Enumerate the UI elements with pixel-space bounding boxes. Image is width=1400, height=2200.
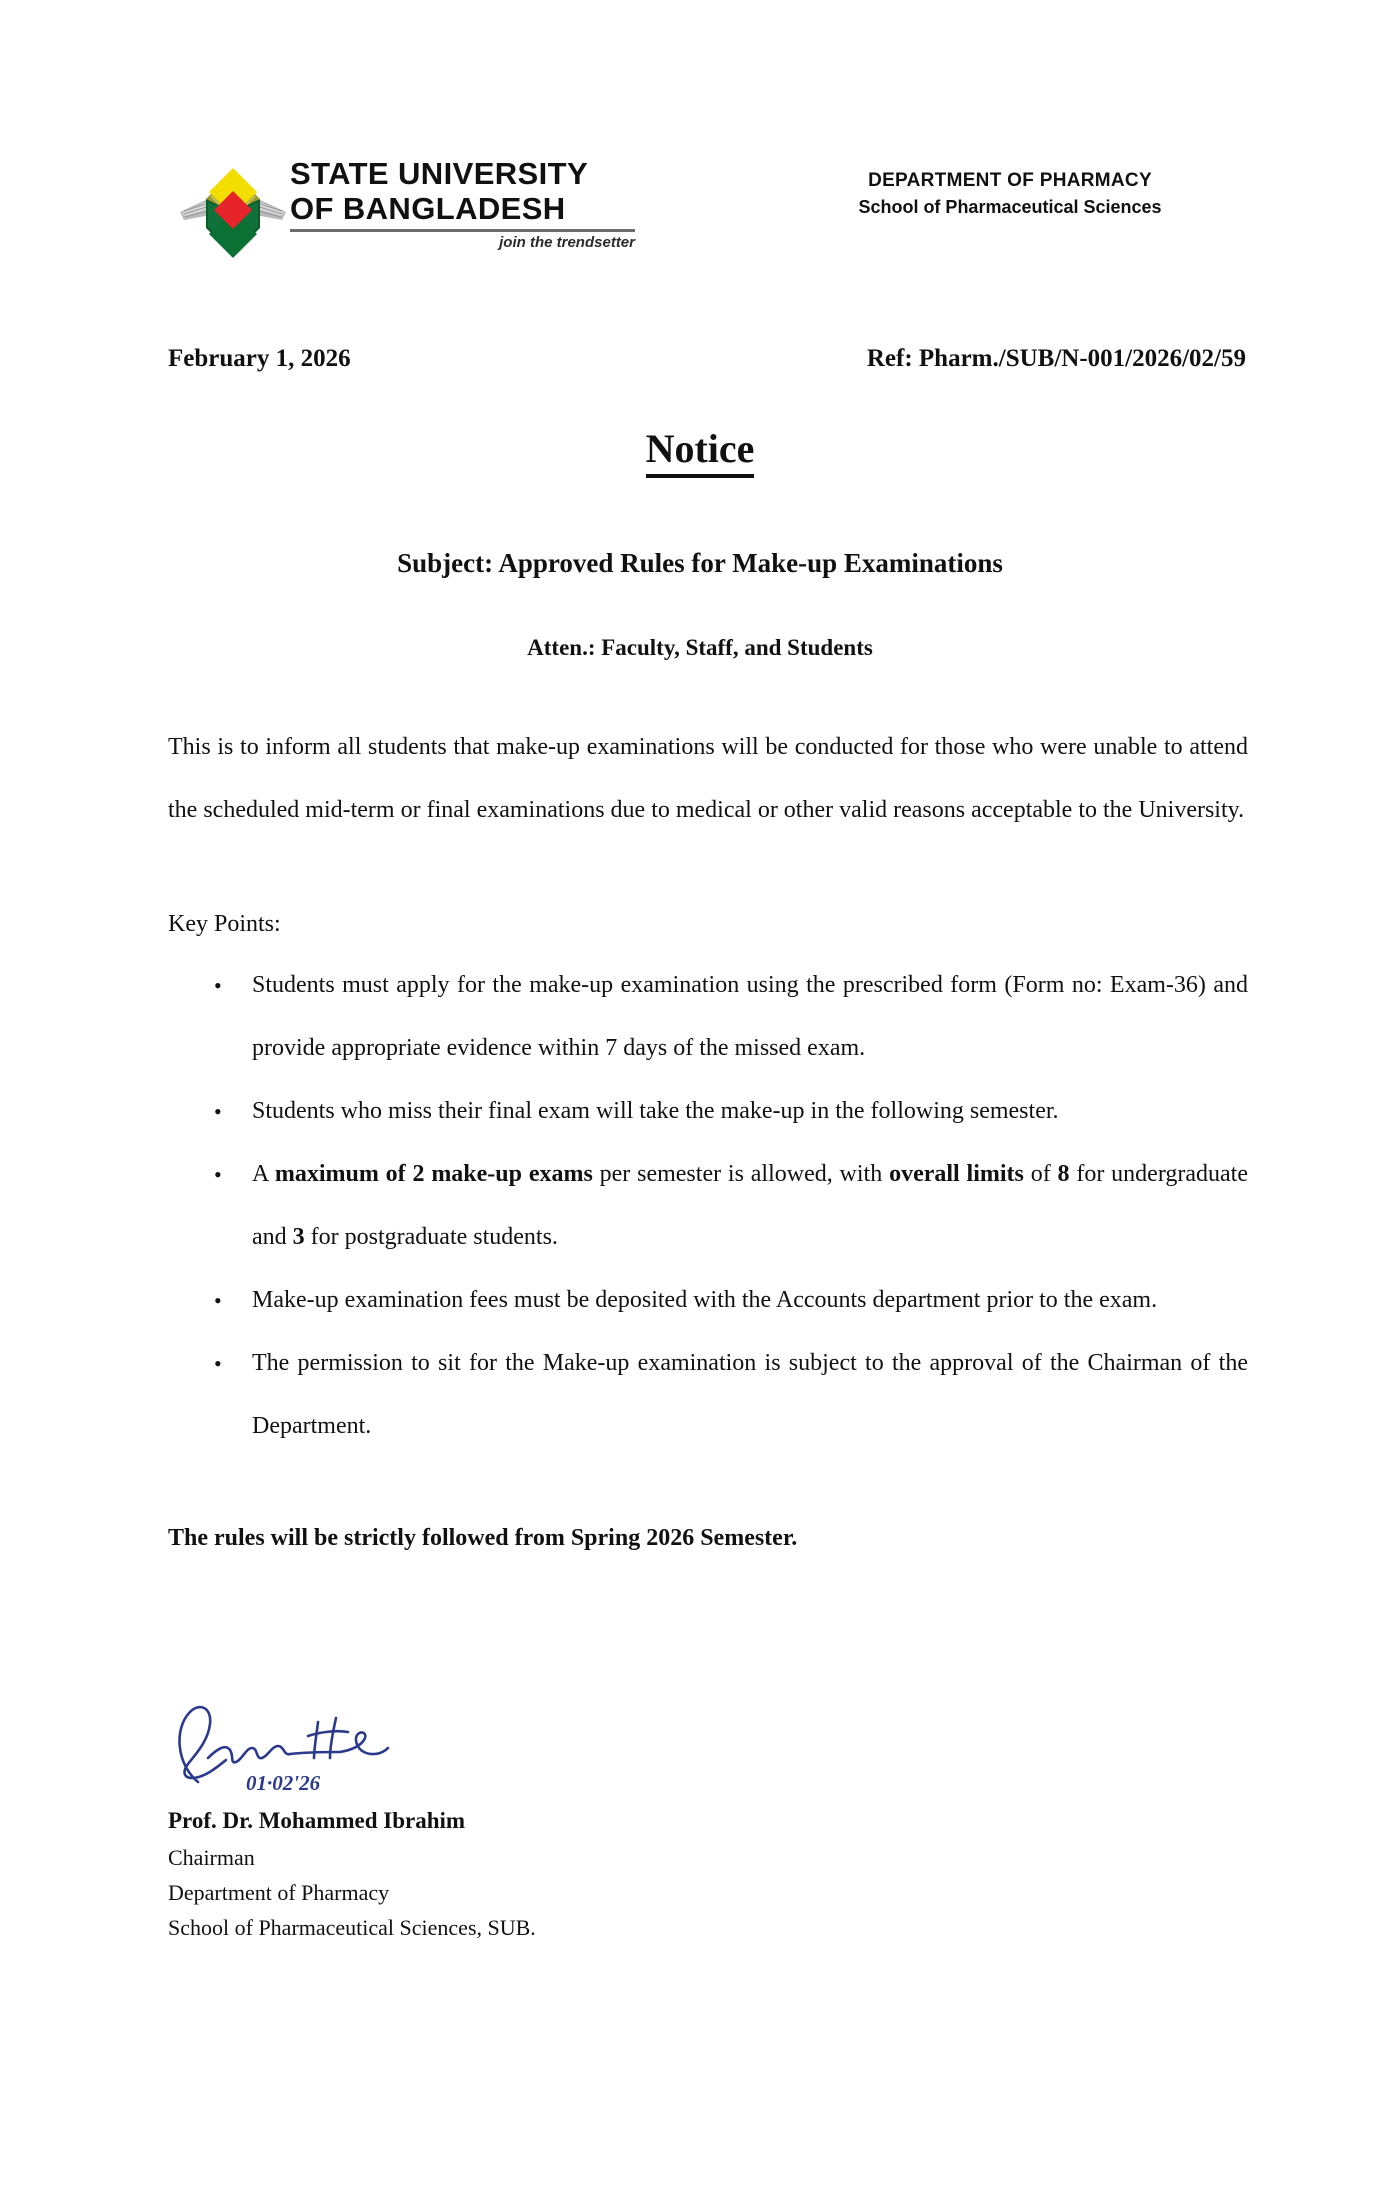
key-point-item [168,1080,1248,1143]
letterhead [168,150,1258,290]
page-title-text: Notice [646,426,755,478]
department-name: DEPARTMENT OF PHARMACY [868,170,1152,191]
signature-area [168,1690,868,1945]
key-point-text: A [252,1161,275,1187]
key-point-emphasis: 3 [292,1224,305,1250]
university-name-line-1: STATE UNIVERSITY [290,156,589,191]
university-brand [168,150,638,280]
department-header [770,168,1250,220]
university-tagline: join the trendsetter [499,234,635,251]
key-point-text: for postgraduate students. [304,1224,558,1250]
attention-heading: Atten.: Faculty, Staff, and Students [527,635,873,660]
handwritten-date-text: 01·02'26 [246,1771,321,1795]
university-wordmark [290,156,635,251]
key-point-text: for undergraduate and [252,1161,1249,1250]
key-points-label: Key Points: [168,911,281,937]
notice-reference: Ref: Pharm./SUB/N-001/2026/02/59 [866,345,1246,372]
key-point-item [168,1269,1248,1332]
university-name-line-2: OF BANGLADESH [290,191,566,226]
key-point-emphasis: 8 [1057,1161,1070,1187]
key-point-text: per semester is allowed, with [592,1161,890,1187]
subject-heading: Subject: Approved Rules for Make-up Examinations [397,548,1003,578]
notice-body [168,716,1248,1560]
signatory-department: Department of Pharmacy [168,1880,390,1905]
key-point-item [168,1143,1248,1269]
key-point-item [168,954,1248,1080]
school-name: School of Pharmaceutical Sciences [858,197,1162,217]
key-point-emphasis: maximum of 2 make-up exams [274,1161,593,1187]
key-point-text: Students must apply for the make-up examination using the prescribed form (Form no: Exam-36) and provide appropriate evidence within 7 days of the missed exam. [252,972,1248,1061]
signature-block [168,1802,868,1945]
key-point-item [168,1332,1248,1458]
notice-date: February 1, 2026 [168,345,351,372]
handwritten-signature-icon [168,1690,428,1798]
closing-statement: The rules will be strictly followed from Spring 2026 Semester. [168,1525,798,1551]
key-point-text: The permission to sit for the Make-up examination is subject to the approval of the Chairman of the Department. [252,1350,1248,1439]
key-point-text: Make-up examination fees must be deposited with the Accounts department prior to the exam. [252,1287,1158,1313]
signatory-name: Prof. Dr. Mohammed Ibrahim [168,1808,466,1833]
signatory-school: School of Pharmaceutical Sciences, SUB. [168,1915,536,1940]
signatory-title: Chairman [168,1845,255,1870]
key-point-text: of [1023,1161,1058,1187]
sub-diamond-logo-icon [178,158,288,268]
intro-paragraph: This is to inform all students that make-up examinations will be conducted for those who were unable to attend the scheduled mid-term or final examinations due to medical or other valid reasons acceptable to the University. [168,734,1248,823]
document-meta-row [168,345,1246,373]
key-points-list [168,954,1248,1458]
key-point-text: Students who miss their final exam will take the make-up in the following semester. [252,1098,1059,1124]
brand-divider [290,229,635,232]
page-title [0,425,1400,472]
key-point-emphasis: overall limits [889,1161,1024,1187]
